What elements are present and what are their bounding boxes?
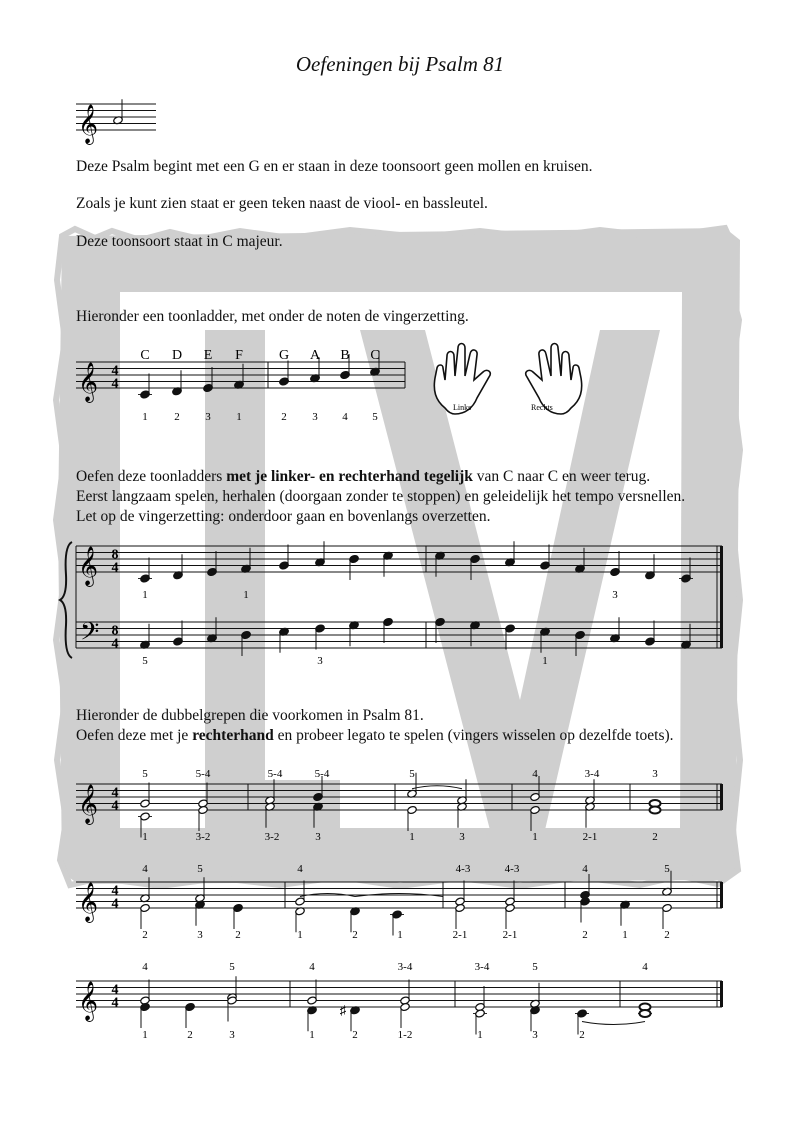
scale-fingering: 5: [372, 411, 378, 423]
fingering-bottom: 3: [229, 1029, 235, 1041]
time-signature-bottom: 4: [111, 995, 119, 1011]
scale-note-name: D: [171, 348, 183, 363]
fingering-top: 4: [142, 961, 148, 973]
fingering-bottom: 3: [315, 831, 321, 843]
fingering-bottom: 2: [235, 929, 241, 941]
scale-fingering: 1: [236, 411, 242, 423]
fingering-top: 5: [532, 961, 538, 973]
scale-fingering: 2: [281, 411, 287, 423]
scale-note-name: F: [235, 348, 243, 363]
tie: [582, 1022, 645, 1025]
fingering-bottom: 2: [664, 929, 670, 941]
fingering-bottom: 1: [309, 1029, 315, 1041]
fingering-top: 3-4: [474, 961, 490, 973]
fingering-bottom: 2: [582, 929, 588, 941]
final-barline-thick: [720, 546, 723, 648]
fingering-top: 3-4: [397, 961, 413, 973]
time-signature-bottom: 4: [111, 798, 119, 814]
scale-fingering: 2: [174, 411, 180, 423]
time-signature-bottom: 4: [111, 560, 119, 576]
fingering-bottom: 1-2: [397, 1029, 413, 1041]
fingering-bottom: 3: [532, 1029, 538, 1041]
scale-note-name: C: [370, 348, 380, 363]
time-signature-bottom: 4: [111, 376, 119, 392]
fingering-top: 4: [309, 961, 315, 973]
time-signature-top: 8: [111, 623, 119, 639]
fingering-bottom: 2: [187, 1029, 193, 1041]
lh-fingering: 5: [142, 655, 148, 667]
fingering-bottom: 3-2: [264, 831, 280, 843]
whole-note: [650, 807, 661, 814]
treble-clef-icon: 𝄞: [78, 106, 99, 143]
rh-fingering: 1: [243, 589, 249, 601]
fingering-bottom: 2: [352, 929, 358, 941]
fingering-bottom: 2: [142, 929, 148, 941]
fingering-bottom: 3: [459, 831, 465, 843]
fingering-bottom: 2-1: [452, 929, 468, 941]
fingering-bottom: 2-1: [582, 831, 598, 843]
treble-clef-icon: 𝄞: [78, 548, 99, 585]
fingering-bottom: 1: [622, 929, 628, 941]
rh-fingering: 1: [142, 589, 148, 601]
fingering-bottom: 1: [532, 831, 538, 843]
sharp-sign: ♯: [339, 1002, 347, 1018]
fingering-top: 5-4: [314, 768, 330, 780]
fingering-bottom: 1: [409, 831, 415, 843]
time-signature-bottom: 4: [111, 896, 119, 912]
practice-text-2: Eerst langzaam spelen, herhalen (doorgaan zonder te stoppen) en geleidelijk het tempo versnellen.: [76, 488, 686, 505]
fingering-top: 4-3: [504, 863, 520, 875]
scale-fingering: 1: [142, 411, 148, 423]
fingering-bottom: 1: [477, 1029, 483, 1041]
fingering-bottom: 1: [142, 831, 148, 843]
final-barline-thick: [720, 981, 723, 1007]
lh-fingering: 3: [317, 655, 323, 667]
fingering-bottom: 3: [197, 929, 203, 941]
fingering-top: 5: [664, 863, 670, 875]
fingering-bottom: 3-2: [195, 831, 211, 843]
left-hand-label: Links: [453, 403, 472, 412]
double-stops-text-2: Oefen deze met je rechterhand en probeer legato te spelen (vingers wisselen op dezelfde toets).: [76, 727, 674, 744]
fingering-top: 4: [297, 863, 303, 875]
intro-text-3: Deze toonsoort staat in C majeur.: [76, 233, 283, 250]
scale-note-name: A: [309, 348, 321, 363]
tie: [412, 786, 462, 789]
fingering-top: 3-4: [584, 768, 600, 780]
fingering-bottom: 1: [142, 1029, 148, 1041]
intro-text-2: Zoals je kunt zien staat er geen teken naast de viool- en bassleutel.: [76, 195, 488, 212]
treble-clef-icon: 𝄞: [78, 364, 99, 401]
lh-fingering: 1: [542, 655, 548, 667]
fingering-top: 4: [142, 863, 148, 875]
fingering-top: 4: [582, 863, 588, 875]
right-hand-label: Rechts: [531, 403, 553, 412]
time-signature-top: 4: [111, 785, 119, 801]
fingering-top: 5: [229, 961, 235, 973]
time-signature-top: 4: [111, 363, 119, 379]
time-signature-bottom: 4: [111, 636, 119, 652]
final-barline-thick: [720, 784, 723, 810]
fingering-top: 4-3: [455, 863, 471, 875]
double-stops-text-1: Hieronder de dubbelgrepen die voorkomen in Psalm 81.: [76, 707, 424, 724]
scale-note-name: B: [340, 348, 350, 363]
bass-clef-icon: 𝄢: [80, 618, 100, 652]
scale-note-name: G: [278, 348, 290, 363]
scale-fingering: 3: [312, 411, 318, 423]
scale-intro-text: Hieronder een toonladder, met onder de noten de vingerzetting.: [76, 308, 469, 325]
fingering-top: 5: [409, 768, 415, 780]
fingering-bottom: 2: [352, 1029, 358, 1041]
treble-clef-icon: 𝄞: [78, 786, 99, 823]
treble-clef-icon: 𝄞: [78, 983, 99, 1020]
practice-text-1: Oefen deze toonladders met je linker- en rechterhand tegelijk van C naar C en weer terug.: [76, 468, 651, 485]
treble-clef-icon: 𝄞: [78, 884, 99, 921]
fingering-bottom: 1: [297, 929, 303, 941]
scale-fingering: 3: [205, 411, 211, 423]
intro-text-1: Deze Psalm begint met een G en er staan in deze toonsoort geen mollen en kruisen.: [76, 158, 593, 175]
page-title: Oefeningen bij Psalm 81: [295, 52, 505, 76]
fingering-top: 5: [197, 863, 203, 875]
brace: [60, 542, 72, 658]
final-barline-thick: [720, 882, 723, 908]
practice-text-3: Let op de vingerzetting: onderdoor gaan en bovenlangs overzetten.: [76, 508, 491, 525]
fingering-top: 3: [652, 768, 658, 780]
time-signature-top: 4: [111, 982, 119, 998]
fingering-bottom: 2: [579, 1029, 585, 1041]
fingering-bottom: 2: [652, 831, 658, 843]
scale-note-name: E: [203, 348, 213, 363]
rh-fingering: 3: [612, 589, 618, 601]
fingering-top: 4: [532, 768, 538, 780]
fingering-top: 5-4: [195, 768, 211, 780]
fingering-bottom: 2-1: [502, 929, 518, 941]
fingering-bottom: 1: [397, 929, 403, 941]
scale-fingering: 4: [342, 411, 348, 423]
fingering-top: 4: [642, 961, 648, 973]
whole-note: [640, 1010, 651, 1017]
fingering-top: 5: [142, 768, 148, 780]
fingering-top: 5-4: [267, 768, 283, 780]
scale-note-name: C: [140, 348, 150, 363]
time-signature-top: 8: [111, 547, 119, 563]
time-signature-top: 4: [111, 883, 119, 899]
